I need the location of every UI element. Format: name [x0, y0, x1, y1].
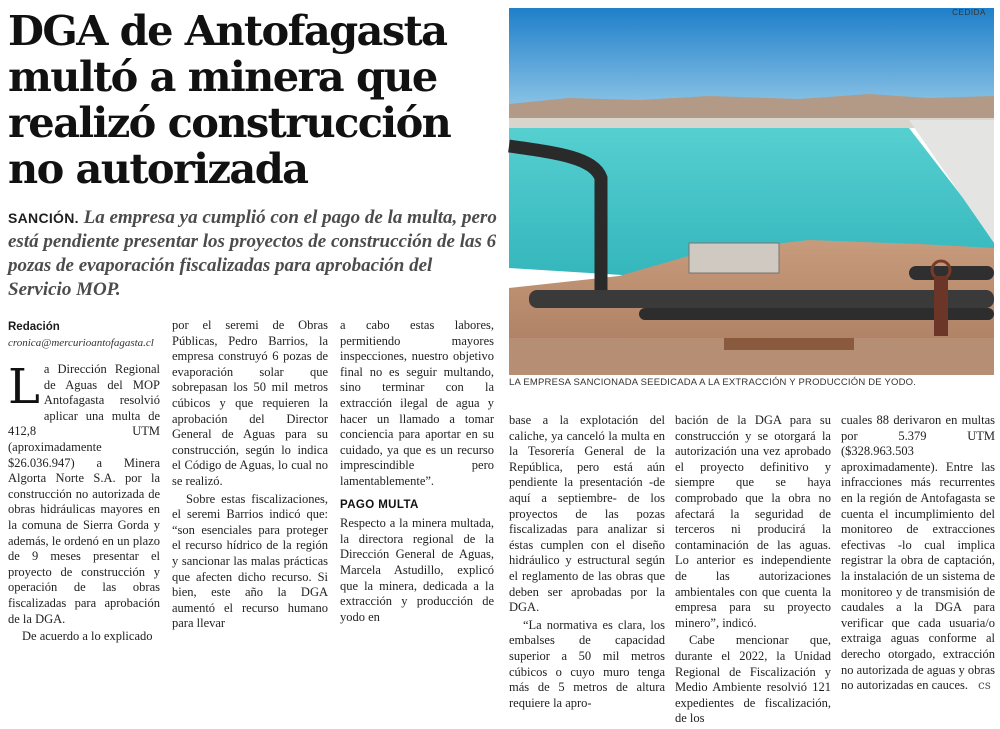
body-column-4: [509, 413, 665, 713]
byline-author: Redación: [8, 321, 60, 333]
body-paragraph: a cabo estas labores, permitiendo mayores inspecciones, nuestro objetivo final no es seguir multando, sino terminar con la extracción ilegal de agua y hacer un llamado a tomar conciencia para aportar en su cuidado, ya que es un recurso imprescindible pero lamentablemente”.: [340, 318, 494, 488]
body-column-3: [340, 318, 494, 627]
photo-caption: LA EMPRESA SANCIONADA SEEDICADA A LA EXTRACCIÓN Y PRODUCCIÓN DE YODO.: [509, 377, 917, 388]
deck-text: La empresa ya cumplió con el pago de la multa, pero está pendiente presentar los proyectos de construcción de las 6 pozas de evaporación fiscalizadas para aprobación del Servicio MOP.: [8, 207, 497, 300]
body-paragraph: Respecto a la minera multada, la directora regional de la Dirección General de Aguas, Marcela Astudillo, explicó que la minera, dedicada a la extracción y producción de yodo en: [340, 516, 494, 624]
byline: [8, 319, 168, 351]
body-paragraph: De acuerdo a lo explicado: [22, 629, 153, 644]
byline-email: cronica@mercurioantofagasta.cl: [8, 337, 154, 349]
drop-cap: L: [8, 359, 40, 415]
evaporation-pond-illustration: [509, 8, 994, 375]
news-photo: [509, 8, 994, 375]
body-column-5: [675, 413, 831, 729]
body-paragraph: por el seremi de Obras Públicas, Pedro Barrios, la empresa construyó 6 pozas de evaporación solar que sobrepasan los 50 mil metros cúbicos y que requieren la aprobación del Director General de Aguas para su construcción, según lo indica el Código de Aguas, lo cual no se realizó.: [172, 318, 328, 488]
body-paragraph: La Dirección Regional de Aguas del MOP Antofagasta resolvió aplicar una multa de 412,8 UTM (aproximadamente $26.036.947) a Minera Algorta Norte S.A. por la construcción no autorizada de obras hidráulicas mayores en la comuna de Sierra Gorda y además, le ordenó en un plazo de 9 meses presentar el proyecto de construcción y operación de las obras fiscalizadas para aprobación de la DGA.: [8, 359, 160, 626]
body-column-2: [172, 318, 328, 634]
photo-credit: CEDIDA: [952, 8, 986, 17]
headline-line: realizó construcción: [8, 98, 451, 147]
deck-kicker: SANCIÓN.: [8, 210, 79, 226]
headline: [8, 8, 498, 192]
headline-line: DGA de Antofagasta: [8, 6, 447, 55]
body-paragraph: base a la explotación del caliche, ya canceló la multa en la Tesorería General de la República, pero está aún pendiente la presentación -de aquí a septiembre- de los proyectos de las pozas fiscalizadas para analizar si éstas cumplen con el diseño hidráulico y estructural según el reglamento de las obras que deben ser aprobadas por la DGA.: [509, 413, 665, 615]
body-paragraph: cuales 88 derivaron en multas por 5.379 UTM ($328.963.503 aproximadamente). Entre las infracciones más recurrentes en la región de Antofagasta se cuenta el incumplimiento del monitoreo de extracciones efectivas -lo cual implica registrar la obra de captación, la instalación de un sistema de monitoreo y de transmisión de caudales a la DGA para verificar que cada usuaria/o extraiga aguas conforme al derecho otorgado, extracción no autorizada de aguas y obras no autorizadas en cauces. cs: [841, 413, 995, 693]
body-paragraph: Cabe mencionar que, durante el 2022, la Unidad Regional de Fiscalización y Medio Ambiente resolvió 121 expedientes de fiscalización, de los: [675, 633, 831, 726]
headline-line: multó a minera que: [8, 52, 437, 101]
body-column-6: [841, 413, 995, 696]
body-column-1: [8, 359, 160, 647]
end-mark: cs: [978, 678, 991, 693]
headline-line: no autorizada: [8, 144, 308, 193]
body-paragraph: bación de la DGA para su construcción y se otorgará la autorización una vez aprobado el proyecto definitivo y siempre que se haya comprobado que la obra no afectará la seguridad de terceros ni producirá la contaminación de las aguas. Lo anterior es independiente de las autorizaciones ambientales con que cuenta la empresa para su proyecto minero”, indicó.: [675, 413, 831, 630]
body-paragraph: Sobre estas fiscalizaciones, el seremi Barrios indicó que: “son esenciales para proteger el recurso hídrico de la región y sancionar las malas prácticas que afecten dicho recurso. Si bien, este año la DGA aumentó el recurso humano para llevar: [172, 491, 328, 631]
subhead: PAGO MULTA: [340, 498, 419, 511]
deck: [8, 206, 500, 302]
body-paragraph: “La normativa es clara, los embalses de capacidad superior a 50 mil metros cúbicos o cuyo muro tenga más de 5 metros de altura requiere la apro-: [509, 617, 665, 710]
